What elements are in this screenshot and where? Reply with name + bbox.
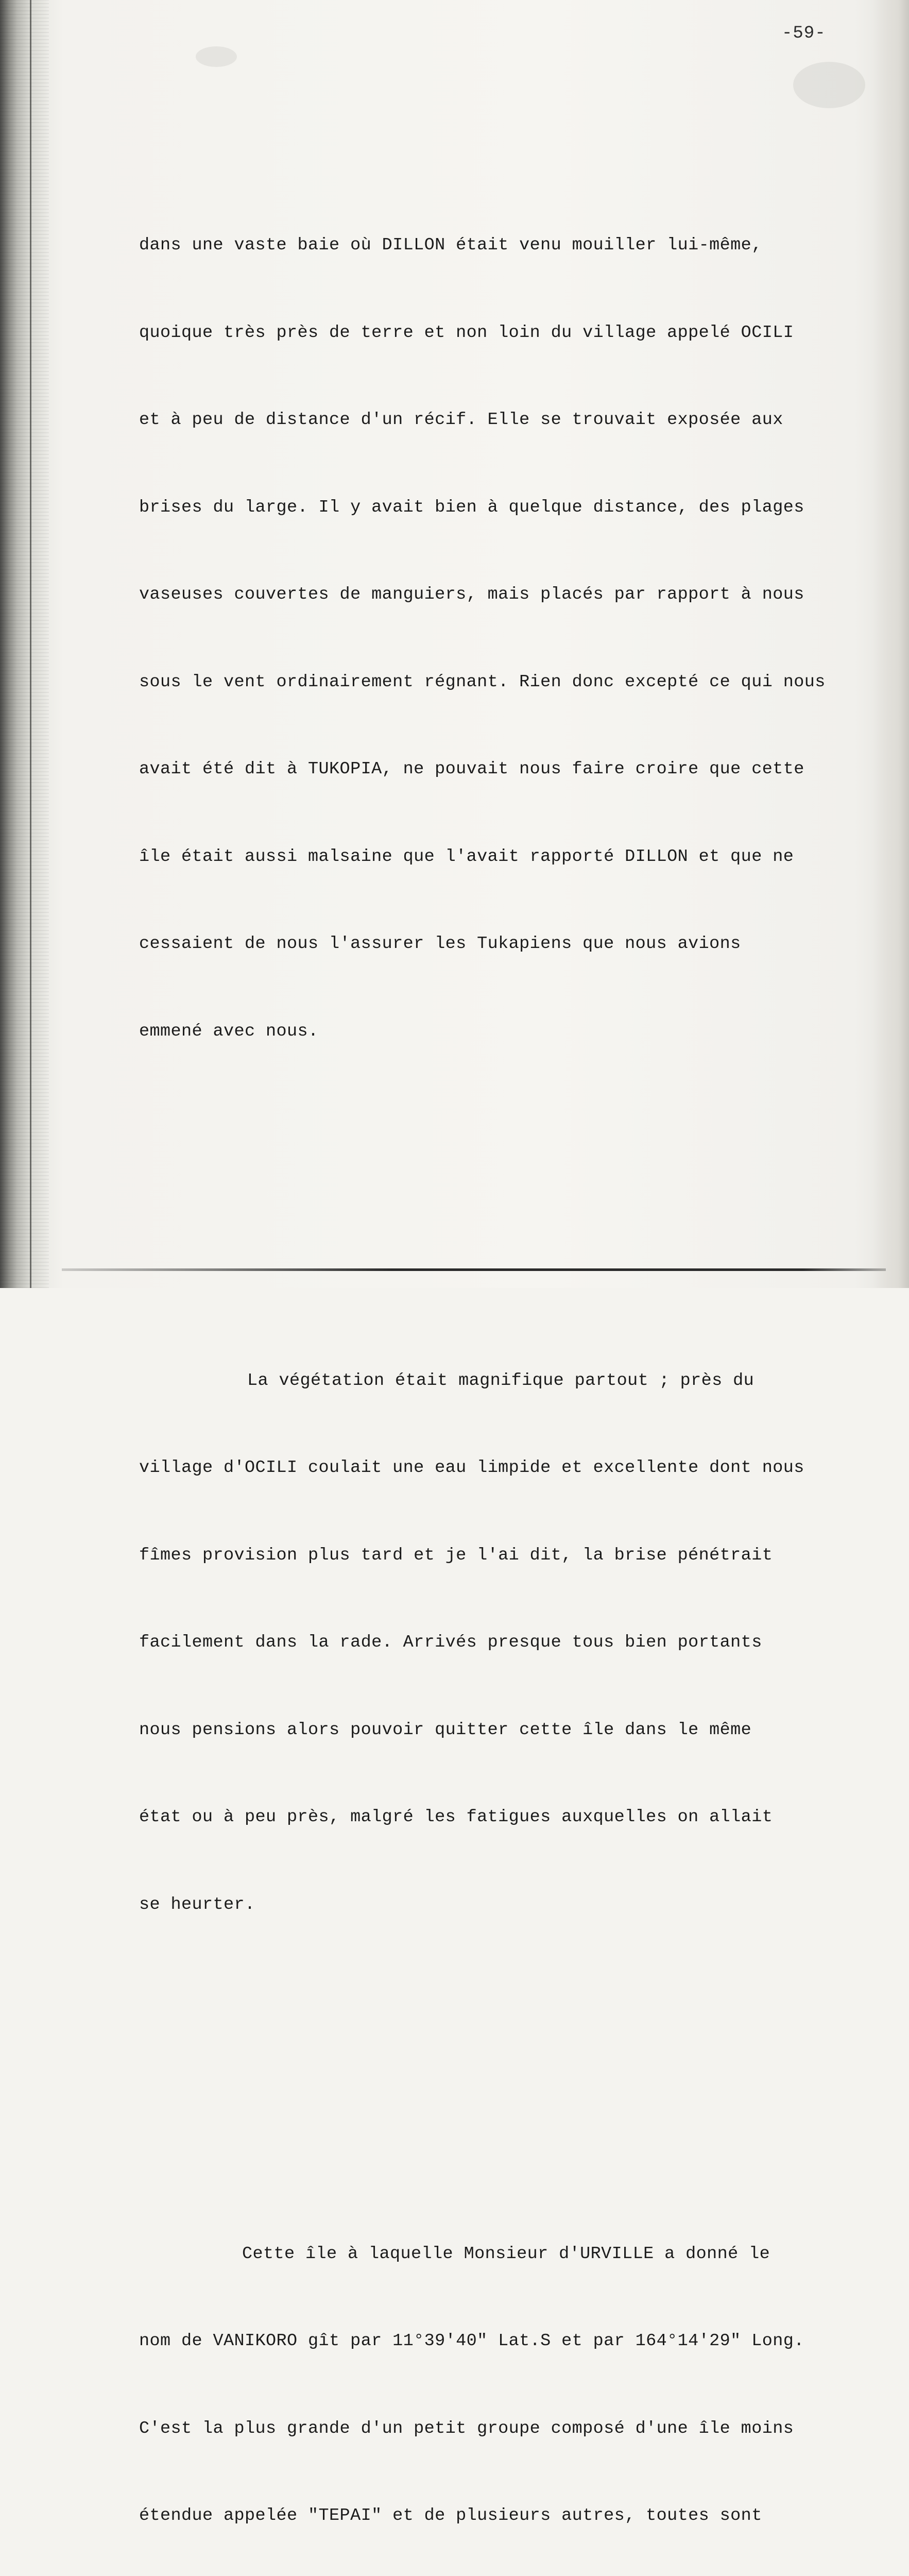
paragraph-2 — [139, 1308, 870, 1978]
text-line: se heurter. — [139, 1890, 870, 1920]
text-line: nous pensions alors pouvoir quitter cette île dans le même — [139, 1716, 870, 1745]
text-line: Cette île à laquelle Monsieur d'URVILLE a donné le — [139, 2240, 870, 2269]
text-line: village d'OCILI coulait une eau limpide et excellente dont nous — [139, 1453, 870, 1483]
page-number: -59- — [782, 24, 826, 43]
paragraph-1 — [139, 173, 870, 1104]
text-line: avait été dit à TUKOPIA, ne pouvait nous faire croire que cette — [139, 755, 870, 784]
bottom-scan-line — [62, 1268, 886, 1271]
text-line: sous le vent ordinairement régnant. Rien donc excepté ce qui nous — [139, 668, 870, 697]
scan-smudge — [196, 46, 237, 67]
text-line: état ou à peu près, malgré les fatigues auxquelles on allait — [139, 1803, 870, 1832]
paragraph-3 — [139, 2181, 870, 2576]
binding-shadow-line — [30, 0, 31, 1288]
paragraph-gap — [139, 2065, 870, 2094]
scan-smudge — [793, 62, 865, 108]
text-line: facilement dans la rade. Arrivés presque tous bien portants — [139, 1628, 870, 1657]
text-line: La végétation était magnifique partout ; près du — [139, 1366, 870, 1396]
page-binding-edge — [0, 0, 49, 1288]
text-line: nom de VANIKORO gît par 11°39'40" Lat.S et par 164°14'29" Long. — [139, 2327, 870, 2356]
page-right-edge — [873, 0, 909, 1288]
text-line: C'est la plus grande d'un petit groupe composé d'une île moins — [139, 2414, 870, 2444]
text-line: et à peu de distance d'un récif. Elle se trouvait exposée aux — [139, 405, 870, 435]
document-body — [139, 114, 870, 2576]
text-line: fîmes provision plus tard et je l'ai dit, la brise pénétrait — [139, 1541, 870, 1570]
paragraph-gap — [139, 1192, 870, 1221]
text-line: vaseuses couvertes de manguiers, mais placés par rapport à nous — [139, 580, 870, 609]
text-line: quoique très près de terre et non loin du village appelé OCILI — [139, 318, 870, 348]
text-line: brises du large. Il y avait bien à quelque distance, des plages — [139, 493, 870, 522]
text-line: étendue appelée "TEPAI" et de plusieurs autres, toutes sont — [139, 2501, 870, 2531]
text-line: île était aussi malsaine que l'avait rapporté DILLON et que ne — [139, 842, 870, 872]
text-line: emmené avec nous. — [139, 1017, 870, 1046]
text-line: dans une vaste baie où DILLON était venu mouiller lui-même, — [139, 231, 870, 260]
text-line: cessaient de nous l'assurer les Tukapiens que nous avions — [139, 929, 870, 959]
